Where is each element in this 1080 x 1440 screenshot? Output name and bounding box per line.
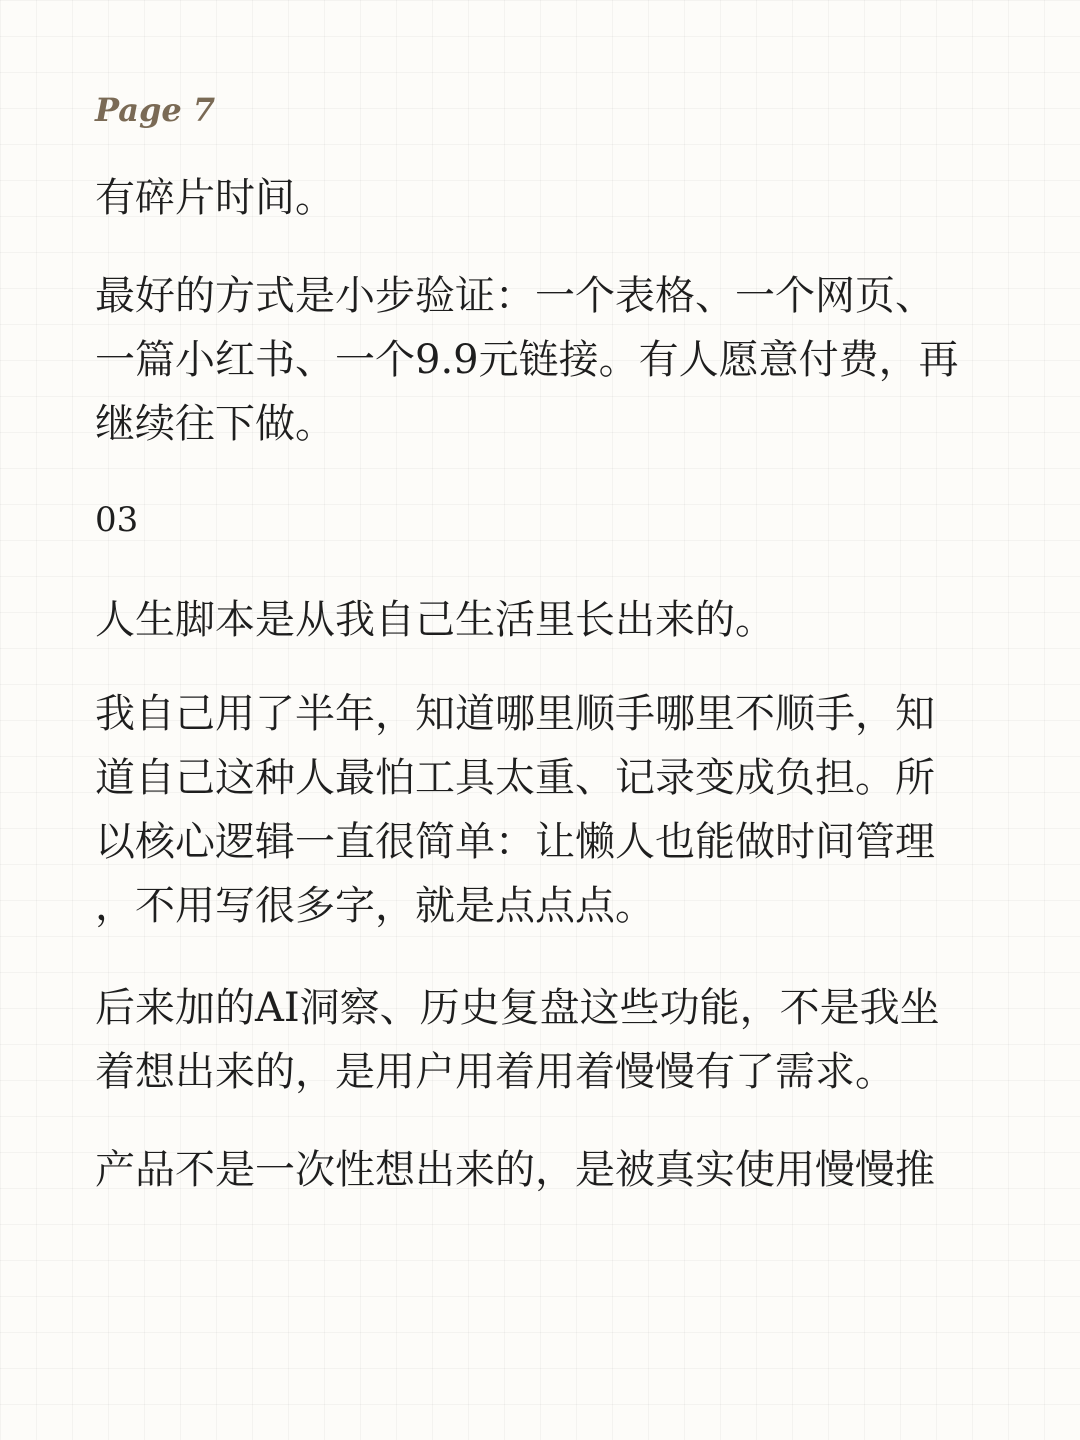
text-line: 最好的方式是小步验证：一个表格、一个网页、 [95, 273, 935, 319]
paragraph-4 [95, 682, 975, 938]
text-line: ，不用写很多字，就是点点点。 [95, 883, 655, 929]
page-label: Page 7 [95, 91, 216, 129]
text-line: 后来加的AI洞察、历史复盘这些功能，不是我坐 [95, 985, 940, 1031]
paragraph-2 [95, 264, 975, 456]
text-line: 产品不是一次性想出来的，是被真实使用慢慢推 [95, 1147, 935, 1193]
paragraph-5 [95, 976, 975, 1104]
text-line: 道自己这种人最怕工具太重、记录变成负担。所 [95, 755, 935, 801]
text-line: 继续往下做。 [95, 401, 335, 447]
text-line: 人生脚本是从我自己生活里长出来的。 [95, 597, 775, 643]
text-line: 我自己用了半年，知道哪里顺手哪里不顺手，知 [95, 691, 935, 737]
section-number: 03 [95, 500, 139, 540]
paragraph-1 [95, 166, 975, 230]
paragraph-6 [95, 1138, 975, 1202]
paragraph-3 [95, 588, 975, 652]
text-line: 着想出来的，是用户用着用着慢慢有了需求。 [95, 1049, 895, 1095]
text-line: 一篇小红书、一个9.9元链接。有人愿意付费，再 [95, 337, 959, 383]
text-line: 以核心逻辑一直很简单：让懒人也能做时间管理 [95, 819, 935, 865]
text-line: 有碎片时间。 [95, 175, 335, 221]
